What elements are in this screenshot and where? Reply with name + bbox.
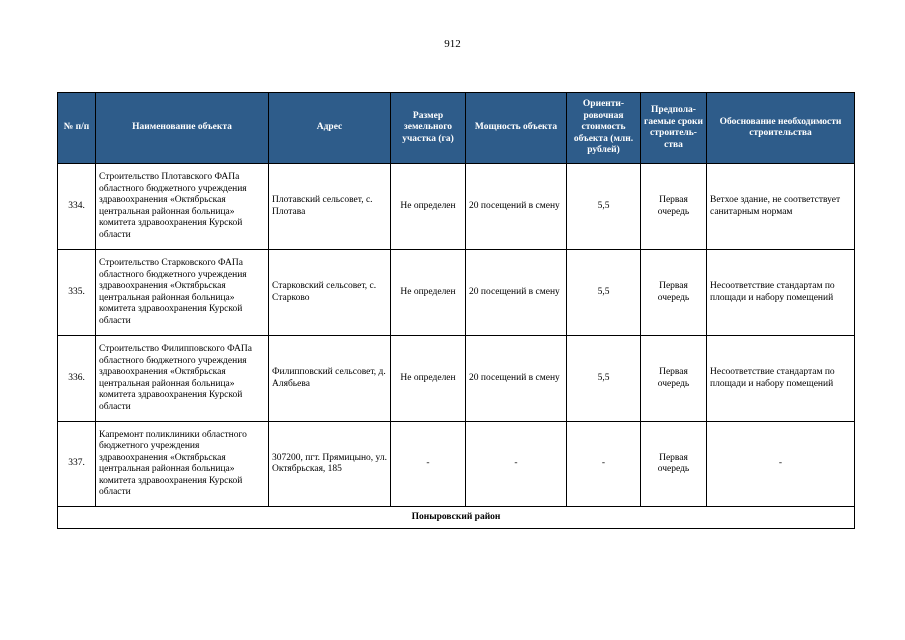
header-address: Адрес: [269, 93, 391, 164]
table-header-row: [58, 93, 855, 164]
object-cost: 5,5: [567, 250, 641, 336]
header-name: Наименование объекта: [96, 93, 269, 164]
object-address: Филипповский сельсовет, д. Алябьева: [269, 336, 391, 422]
object-capacity: 20 посещений в смену: [466, 250, 567, 336]
header-power: Мощность объекта: [466, 93, 567, 164]
object-address: Старковский сельсовет, с. Старково: [269, 250, 391, 336]
construction-terms: Первая очередь: [641, 336, 707, 422]
table-row: [58, 336, 855, 422]
land-area: Не определен: [391, 336, 466, 422]
land-area: Не определен: [391, 164, 466, 250]
construction-terms: Первая очередь: [641, 250, 707, 336]
construction-terms: Первая очередь: [641, 422, 707, 507]
header-num: № п/п: [58, 93, 96, 164]
object-cost: 5,5: [567, 164, 641, 250]
row-number: 336.: [58, 336, 96, 422]
table-row: [58, 250, 855, 336]
object-capacity: -: [466, 422, 567, 507]
header-area: Размер земельного участка (га): [391, 93, 466, 164]
header-terms: Предпола-гаемые сроки строитель-ства: [641, 93, 707, 164]
object-capacity: 20 посещений в смену: [466, 164, 567, 250]
land-area: Не определен: [391, 250, 466, 336]
table-row: [58, 422, 855, 507]
construction-reason: -: [707, 422, 855, 507]
section-row: [58, 507, 855, 529]
object-address: Плотавский сельсовет, с. Плотава: [269, 164, 391, 250]
page-number: 912: [444, 38, 461, 50]
object-capacity: 20 посещений в смену: [466, 336, 567, 422]
object-cost: 5,5: [567, 336, 641, 422]
object-name: Строительство Филипповского ФАПа областного бюджетного учреждения здравоохранения «Октябрьская центральная районная больница» комитета здравоохранения Курской области: [96, 336, 269, 422]
land-area: -: [391, 422, 466, 507]
row-number: 337.: [58, 422, 96, 507]
table-row: [58, 164, 855, 250]
construction-reason: Несоответствие стандартам по площади и набору помещений: [707, 250, 855, 336]
section-title: Поныровский район: [58, 507, 855, 529]
row-number: 334.: [58, 164, 96, 250]
object-name: Строительство Плотавского ФАПа областного бюджетного учреждения здравоохранения «Октябрьская центральная районная больница» комитета здравоохранения Курской области: [96, 164, 269, 250]
object-name: Капремонт поликлиники областного бюджетного учреждения здравоохранения «Октябрьская центральная районная больница» комитета здравоохранения Курской области: [96, 422, 269, 507]
construction-reason: Несоответствие стандартам по площади и набору помещений: [707, 336, 855, 422]
row-number: 335.: [58, 250, 96, 336]
object-cost: -: [567, 422, 641, 507]
object-address: 307200, пгт. Прямицыно, ул. Октябрьская, 185: [269, 422, 391, 507]
construction-reason: Ветхое здание, не соответствует санитарным нормам: [707, 164, 855, 250]
header-reason: Обоснование необходимости строительства: [707, 93, 855, 164]
objects-table: [57, 92, 855, 529]
header-cost: Ориенти-ровочная стоимость объекта (млн. рублей): [567, 93, 641, 164]
construction-terms: Первая очередь: [641, 164, 707, 250]
object-name: Строительство Старковского ФАПа областного бюджетного учреждения здравоохранения «Октябрьская центральная районная больница» комитета здравоохранения Курской области: [96, 250, 269, 336]
